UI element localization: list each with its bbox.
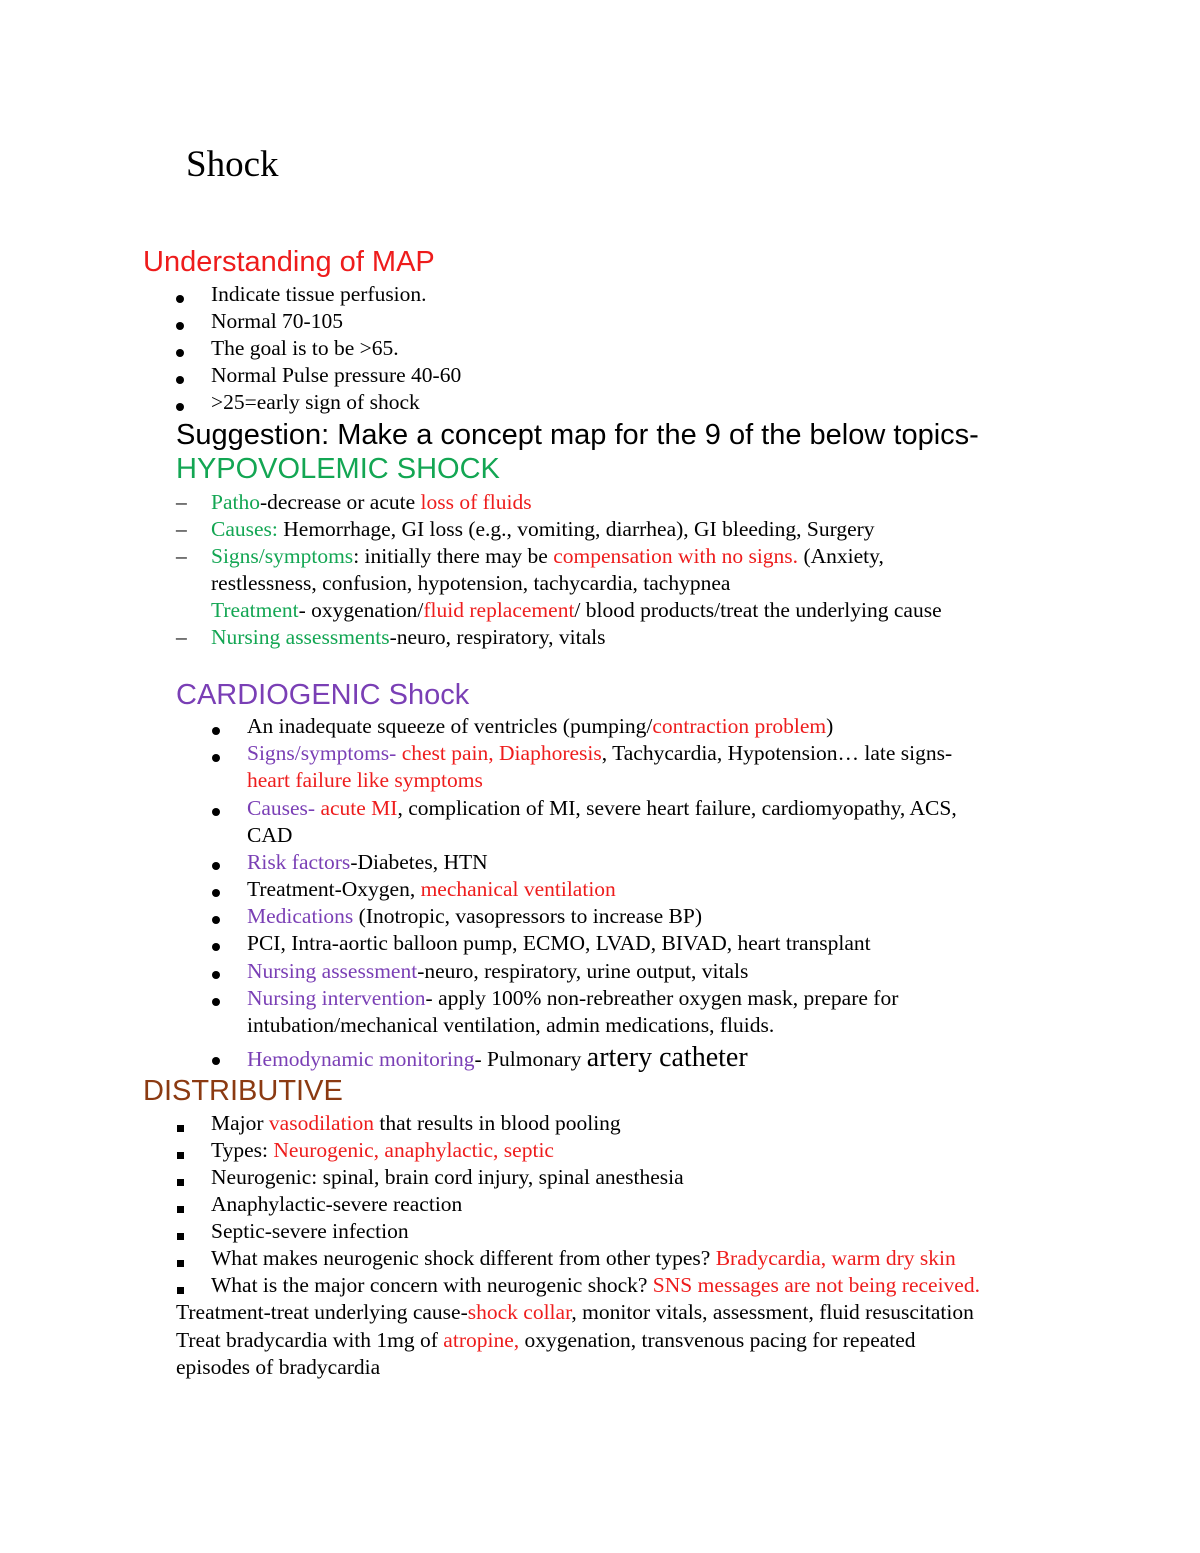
dist-treatment-line-1 xyxy=(176,1299,974,1326)
cardio-item-1 xyxy=(247,713,833,740)
cardio-item-9 xyxy=(247,985,898,1012)
treatment-text: - oxygenation/ xyxy=(298,598,424,622)
label: Nursing assessment xyxy=(247,959,418,983)
label: Causes- xyxy=(247,796,316,820)
red-text: shock collar xyxy=(467,1300,572,1324)
bullet-dot xyxy=(212,722,220,740)
cardio-item-5 xyxy=(247,876,616,903)
bullet-dot xyxy=(176,371,184,389)
label: Risk factors xyxy=(247,850,351,874)
text: , Tachycardia, Hypotension… late signs- xyxy=(601,741,953,765)
patho-text: -decrease or acute xyxy=(259,490,421,514)
treatment-label: Treatment xyxy=(211,598,299,622)
cardio-item-7: PCI, Intra-aortic balloon pump, ECMO, LVAD, BIVAD, heart transplant xyxy=(247,931,871,955)
bullet-square xyxy=(177,1227,184,1245)
bullet-dot xyxy=(212,993,220,1011)
bullet-square xyxy=(177,1254,184,1272)
text: Treatment-treat underlying cause- xyxy=(176,1300,468,1324)
causes-label: Causes: xyxy=(211,517,278,541)
dist-treatment-line-2 xyxy=(176,1327,916,1354)
bullet-square xyxy=(177,1200,184,1218)
red-text: mechanical ventilation xyxy=(420,877,616,901)
list-item: The goal is to be >65. xyxy=(211,336,399,360)
hypo-causes-line xyxy=(211,516,875,543)
bullet-dot xyxy=(176,317,184,335)
red-text: atropine, xyxy=(443,1328,520,1352)
red-text: acute MI xyxy=(315,796,398,820)
dist-item-4: Anaphylactic-severe reaction xyxy=(211,1192,463,1216)
dist-item-1 xyxy=(211,1110,621,1137)
bullet-dot xyxy=(176,344,184,362)
bullet-square xyxy=(177,1173,184,1191)
dist-item-6 xyxy=(211,1245,956,1272)
cardiogenic-heading: CARDIOGENIC Shock xyxy=(176,679,470,711)
map-heading: Understanding of MAP xyxy=(143,246,435,278)
bullet-dot xyxy=(212,749,220,767)
text: - Pulmonary xyxy=(474,1047,587,1071)
signs-text: : initially there may be xyxy=(353,544,554,568)
list-item: >25=early sign of shock xyxy=(211,390,420,414)
dist-treatment-line-3: episodes of bradycardia xyxy=(176,1355,381,1379)
page-title: Shock xyxy=(186,144,279,185)
bullet-square xyxy=(177,1119,184,1137)
signs-text2: (Anxiety, xyxy=(798,544,884,568)
text: -neuro, respiratory, urine output, vitals xyxy=(417,959,749,983)
text: Major xyxy=(211,1111,269,1135)
text: that results in blood pooling xyxy=(374,1111,621,1135)
cardio-item-3-line2: CAD xyxy=(247,823,293,847)
hypo-nursing-line xyxy=(211,624,606,651)
hypo-signs-line xyxy=(211,543,884,570)
list-item: Normal 70-105 xyxy=(211,309,343,333)
bullet-dot xyxy=(212,1052,220,1070)
dash-marker: – xyxy=(176,625,187,649)
list-item: Indicate tissue perfusion. xyxy=(211,282,427,306)
hypo-treatment-line xyxy=(211,597,942,624)
cardio-item-10 xyxy=(247,1042,748,1075)
hypovolemic-heading: HYPOVOLEMIC SHOCK xyxy=(176,453,500,485)
text: What is the major concern with neurogenic shock? xyxy=(211,1273,653,1297)
text: -Diabetes, HTN xyxy=(350,850,488,874)
cardio-item-8 xyxy=(247,958,748,985)
text: Types: xyxy=(211,1138,274,1162)
text: - apply 100% non-rebreather oxygen mask, prepare for xyxy=(425,986,899,1010)
red-text: contraction problem xyxy=(652,714,827,738)
dash-marker: – xyxy=(176,490,187,514)
cardio-item-2 xyxy=(247,740,952,767)
bullet-dot xyxy=(212,857,220,875)
hypo-patho-line xyxy=(211,489,532,516)
list-item: Normal Pulse pressure 40-60 xyxy=(211,363,462,387)
suggestion-line: Suggestion: Make a concept map for the 9 of the below topics- xyxy=(176,419,979,451)
cardio-item-6 xyxy=(247,903,702,930)
patho-label: Patho xyxy=(211,490,260,514)
red-text: Neurogenic, anaphylactic, septic xyxy=(273,1138,554,1162)
cardio-item-9-line2: intubation/mechanical ventilation, admin medications, fluids. xyxy=(247,1013,775,1037)
hypo-signs-line2: restlessness, confusion, hypotension, tachycardia, tachypnea xyxy=(211,571,731,595)
label: Medications xyxy=(247,904,354,928)
cardio-item-4 xyxy=(247,849,488,876)
text: , complication of MI, severe heart failure, cardiomyopathy, ACS, xyxy=(397,796,957,820)
red-text: Bradycardia, warm dry skin xyxy=(715,1246,956,1270)
text: ) xyxy=(826,714,834,738)
cardio-item-2-line2: heart failure like symptoms xyxy=(247,768,483,792)
text: Treatment-Oxygen, xyxy=(247,877,421,901)
bullet-dot xyxy=(176,290,184,308)
bullet-square xyxy=(177,1146,184,1164)
label: Nursing intervention xyxy=(247,986,426,1010)
dist-item-5: Septic-severe infection xyxy=(211,1219,409,1243)
big-text: artery catheter xyxy=(586,1042,748,1073)
nursing-text: -neuro, respiratory, vitals xyxy=(389,625,606,649)
bullet-dot xyxy=(212,938,220,956)
signs-red: compensation with no signs. xyxy=(553,544,799,568)
dist-item-3: Neurogenic: spinal, brain cord injury, spinal anesthesia xyxy=(211,1165,684,1189)
bullet-dot xyxy=(176,398,184,416)
bullet-dot xyxy=(212,884,220,902)
dash-marker: – xyxy=(176,517,187,541)
bullet-dot xyxy=(212,803,220,821)
text: What makes neurogenic shock different from other types? xyxy=(211,1246,716,1270)
cardio-item-3 xyxy=(247,795,957,822)
patho-red: loss of fluids xyxy=(420,490,532,514)
signs-label: Signs/symptoms xyxy=(211,544,354,568)
label: Signs/symptoms- xyxy=(247,741,397,765)
red-text: chest pain, Diaphoresis xyxy=(396,741,602,765)
red-text: SNS messages are not being received. xyxy=(652,1273,980,1297)
text: oxygenation, transvenous pacing for repeated xyxy=(519,1328,916,1352)
label: Hemodynamic monitoring xyxy=(247,1047,475,1071)
text: (Inotropic, vasopressors to increase BP) xyxy=(353,904,702,928)
text: An inadequate squeeze of ventricles (pumping/ xyxy=(247,714,653,738)
red-text: vasodilation xyxy=(268,1111,375,1135)
bullet-dot xyxy=(212,966,220,984)
text: , monitor vitals, assessment, fluid resuscitation xyxy=(571,1300,974,1324)
dist-item-7 xyxy=(211,1272,980,1299)
treatment-text2: / blood products/treat the underlying cause xyxy=(574,598,942,622)
bullet-square xyxy=(177,1281,184,1299)
causes-text: Hemorrhage, GI loss (e.g., vomiting, diarrhea), GI bleeding, Surgery xyxy=(277,517,875,541)
dash-marker: – xyxy=(176,544,187,568)
distributive-heading: DISTRIBUTIVE xyxy=(143,1075,343,1107)
dist-item-2 xyxy=(211,1137,554,1164)
nursing-label: Nursing assessments xyxy=(211,625,390,649)
text: Treat bradycardia with 1mg of xyxy=(176,1328,444,1352)
bullet-dot xyxy=(212,911,220,929)
treatment-red: fluid replacement xyxy=(423,598,575,622)
